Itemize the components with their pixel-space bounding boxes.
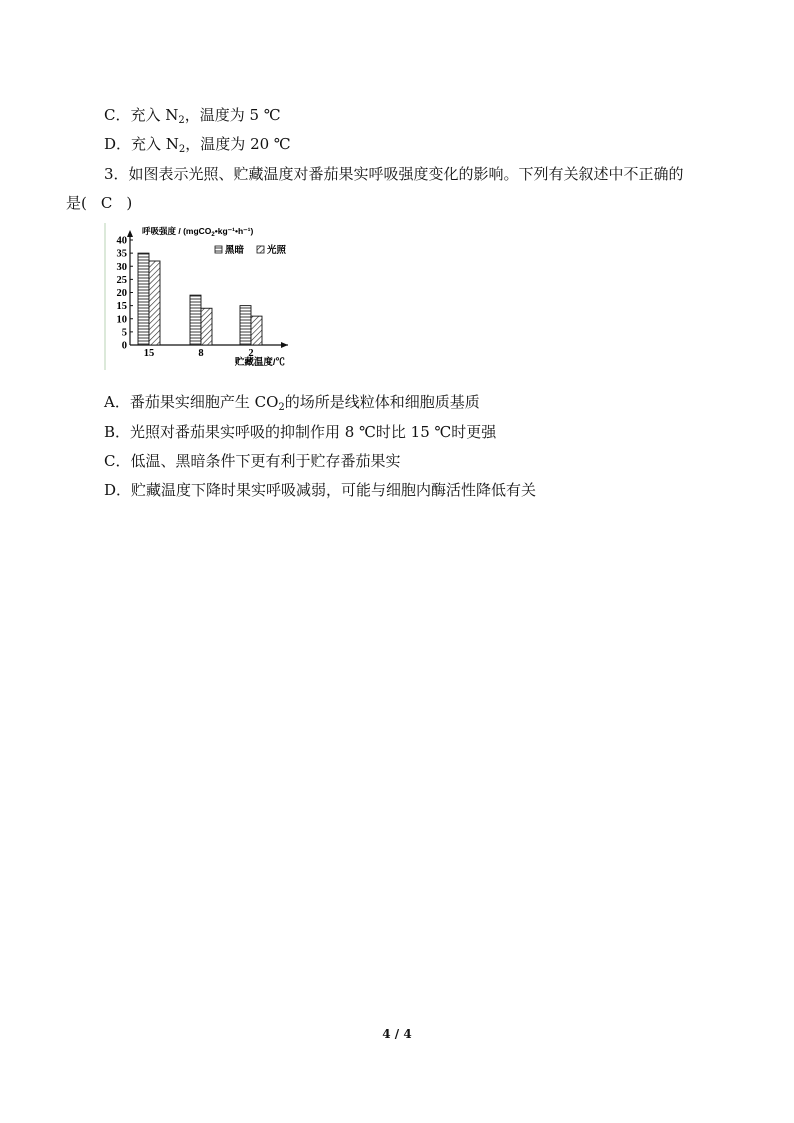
y-tick-label: 15 [116,301,127,313]
legend-swatch [257,246,264,253]
x-tick-label: 8 [198,348,204,359]
question-stem-line2 [66,193,132,213]
question-stem-line1: 3．如图表示光照、贮藏温度对番茄果实呼吸强度变化的影响。下列有关叙述中不正确的 [104,165,684,183]
x-tick-label: 15 [143,348,155,359]
subscript: 2 [178,115,185,126]
option-text: 的场所是线粒体和细胞质基质 [284,393,480,411]
bar [149,261,160,345]
bar [190,295,201,345]
y-tick-label: 0 [121,340,127,352]
y-axis-label: 呼吸强度 / (mgCO$_2$•kg⁻¹•h⁻¹) [142,226,254,238]
page-number: 4 / 4 [382,1027,412,1041]
stem-text: 是( [66,194,87,212]
x-axis-label: 贮藏温度/℃ [234,357,286,368]
respiration-bar-chart [100,220,300,370]
option-d: D．贮藏温度下降时果实呼吸减弱，可能与细胞内酶活性降低有关 [104,481,537,499]
y-tick-label: 20 [116,288,127,299]
previous-option-d [104,134,291,154]
subscript: 2 [278,402,285,413]
previous-option-c [104,105,281,125]
bar [138,253,149,345]
x-tick-label: 2 [248,348,254,359]
y-tick-label: 10 [116,314,127,326]
option-text: C．充入 N [104,106,179,124]
option-text: D．充入 N [104,135,179,153]
option-a [104,392,480,412]
x-axis-arrow [281,342,288,348]
option-text: A．番茄果实细胞产生 CO [104,393,279,411]
answer-letter: C [100,194,113,212]
option-b: B．光照对番茄果实呼吸的抑制作用 8 ℃时比 15 ℃时更强 [104,423,497,441]
y-tick-label: 35 [116,248,127,260]
bar [240,306,251,345]
y-axis-arrow [127,230,133,237]
y-tick-label: 40 [116,235,127,247]
y-tick-label: 5 [121,327,127,339]
bar [251,316,262,345]
option-text: ，温度为 5 ℃ [184,106,281,124]
legend-label: 黑暗 [225,245,245,256]
stem-text: ) [126,194,133,212]
option-c: C．低温、黑暗条件下更有利于贮存番茄果实 [104,452,401,470]
subscript: 2 [178,144,186,155]
legend-label: 光照 [267,245,287,256]
y-tick-label: 30 [116,261,127,273]
bar [201,308,212,345]
y-tick-label: 25 [116,274,127,286]
legend-swatch [215,246,222,253]
option-text: ，温度为 20 ℃ [185,135,291,153]
